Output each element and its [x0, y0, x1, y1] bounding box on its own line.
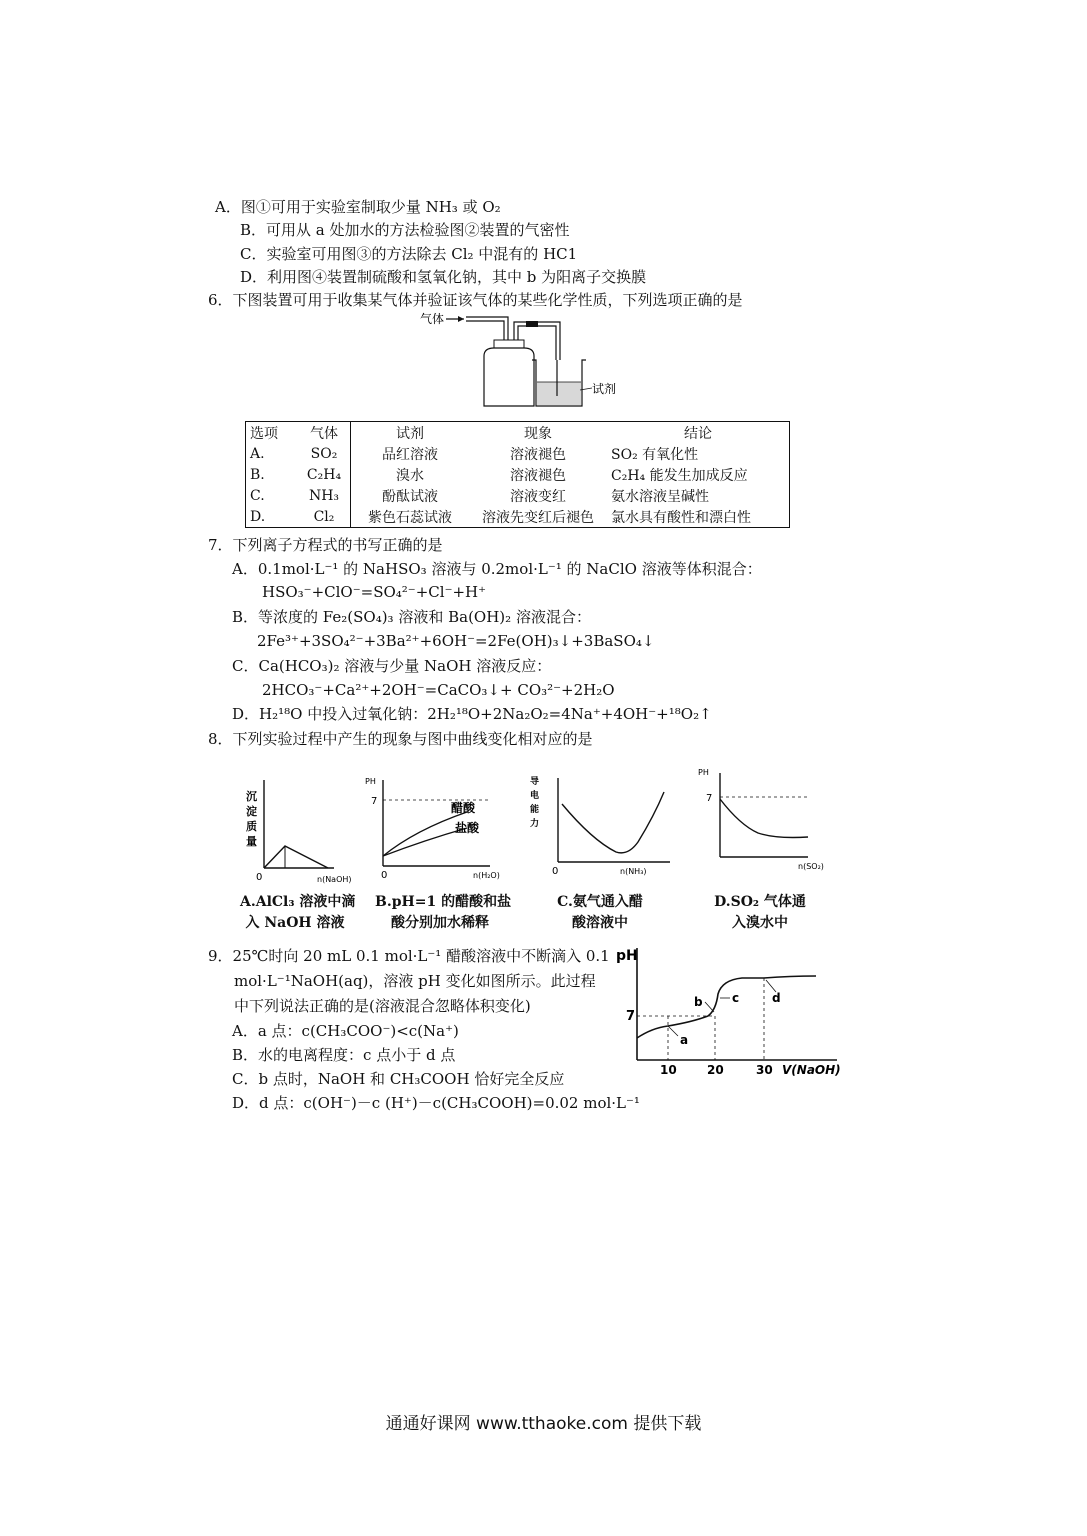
cell-option: D. [250, 508, 266, 525]
cell-reagent: 酚酞试液 [382, 488, 438, 505]
q9-option-a: A．a 点：c(CH₃COO⁻)<c(Na⁺) [232, 1022, 459, 1040]
graph-c-xlabel: n(NH₃) [620, 867, 647, 876]
graph-b-xlabel: n(H₂O) [473, 871, 500, 880]
cell-conclusion: 氯水具有酸性和漂白性 [611, 509, 751, 526]
q7-stem: 7．下列离子方程式的书写正确的是 [208, 536, 443, 554]
cell-option: B. [250, 466, 265, 483]
graph-d-ylabel: PH [698, 768, 709, 777]
table-row [246, 485, 790, 506]
label-gas: 气体 [420, 312, 445, 326]
graph-a-curve [264, 846, 328, 868]
table-row [246, 506, 790, 528]
graph-c-caption-1: C.氨气通入醋 [557, 894, 643, 910]
graph-b-tick-7: 7 [371, 796, 378, 807]
label-reagent: 试剂 [592, 382, 617, 396]
cell-phenomenon: 溶液褪色 [510, 467, 566, 484]
graph-c-curve [562, 792, 664, 853]
table-row [246, 443, 790, 464]
q8-stem: 8．下列实验过程中产生的现象与图中曲线变化相对应的是 [208, 730, 593, 748]
q9-point-d: d [772, 991, 781, 1005]
q9-stem-line3: 中下列说法正确的是(溶液混合忽略体积变化) [234, 997, 531, 1015]
graph-a-ylabel-3: 质 [246, 820, 257, 833]
graph-d-caption-1: D.SO₂ 气体通 [714, 894, 806, 910]
graph-c-origin: 0 [552, 866, 559, 877]
q9-option-d: D．d 点：c(OH⁻)－c (H⁺)－c(CH₃COOH)=0.02 mol·L⁻¹ [232, 1094, 640, 1112]
q7-option-b-line1: B．等浓度的 Fe₂(SO₄)₃ 溶液和 Ba(OH)₂ 溶液混合： [232, 608, 591, 626]
q9-stem-line1: 9．25℃时向 20 mL 0.1 mol·L⁻¹ 醋酸溶液中不断滴入 0.1 [208, 947, 610, 965]
q8-graph-d [696, 765, 836, 880]
cell-phenomenon: 溶液先变红后褪色 [482, 509, 594, 526]
q5-option-a: A．图①可用于实验室制取少量 NH₃ 或 O₂ [215, 198, 501, 216]
q7-option-b-line2: 2Fe³⁺+3SO₄²⁻+3Ba²⁺+6OH⁻=2Fe(OH)₃↓+3BaSO₄↓ [257, 632, 655, 650]
header-conclusion: 结论 [684, 425, 712, 442]
q9-ylabel: pH [616, 948, 638, 964]
page-footer: 通通好课网 www.tthaoke.com 提供下载 [385, 1414, 702, 1434]
q7-option-c-line1: C．Ca(HCO₃)₂ 溶液与少量 NaOH 溶液反应： [232, 657, 552, 675]
graph-b-caption-2: 酸分别加水稀释 [391, 915, 489, 931]
graph-a-ylabel-1: 沉 [246, 790, 257, 803]
q5-option-d: D．利用图④装置制硫酸和氢氧化钠，其中 b 为阳离子交换膜 [240, 268, 647, 286]
graph-a-origin: 0 [256, 872, 263, 883]
graph-c-caption-2: 酸溶液中 [572, 915, 628, 931]
cell-phenomenon: 溶液褪色 [510, 446, 566, 463]
graph-c-ylabel-3: 能 [530, 805, 540, 815]
q9-option-c: C．b 点时，NaOH 和 CH₃COOH 恰好完全反应 [232, 1070, 565, 1088]
q6-options-table [245, 421, 790, 528]
cell-reagent: 紫色石蕊试液 [368, 509, 452, 526]
header-phenomenon: 现象 [524, 425, 552, 442]
graph-b-series-acetic: 醋酸 [451, 801, 476, 815]
graph-a-xlabel: n(NaOH) [317, 875, 352, 884]
table-header-row [246, 422, 790, 444]
cell-gas: Cl₂ [298, 506, 351, 528]
q7-option-c-line2: 2HCO₃⁻+Ca²⁺+2OH⁻=CaCO₃↓+ CO₃²⁻+2H₂O [262, 681, 615, 699]
graph-b-series-hcl: 盐酸 [455, 821, 480, 835]
gas-apparatus-diagram [420, 310, 630, 415]
cell-phenomenon: 溶液变红 [510, 488, 566, 505]
q8-graph-c [530, 770, 680, 885]
q9-ph-curve [637, 976, 816, 1038]
q5-option-b: B．可用从 a 处加水的方法检验图②装置的气密性 [240, 221, 570, 239]
q9-tick-10: 10 [660, 1063, 677, 1077]
q9-tick-30: 30 [756, 1063, 773, 1077]
q7-option-d: D．H₂¹⁸O 中投入过氧化钠：2H₂¹⁸O+2Na₂O₂=4Na⁺+4OH⁻+¹⁸O₂↑ [232, 705, 712, 723]
graph-b-caption-1: B.pH=1 的醋酸和盐 [375, 894, 512, 910]
header-option: 选项 [250, 425, 278, 442]
q6-stem: 6．下图装置可用于收集某气体并验证该气体的某些化学性质，下列选项正确的是 [208, 291, 743, 309]
q5-option-c: C．实验室可用图③的方法除去 Cl₂ 中混有的 HC1 [240, 245, 578, 263]
header-reagent: 试剂 [396, 425, 424, 442]
q9-tick-20: 20 [707, 1063, 724, 1077]
graph-c-ylabel-4: 力 [530, 819, 540, 829]
graph-d-curve [720, 799, 808, 838]
cell-gas: C₂H₄ [298, 464, 351, 485]
graph-d-caption-2: 入溴水中 [732, 915, 788, 931]
graph-d-tick-7: 7 [706, 793, 713, 804]
cell-conclusion: 氨水溶液呈碱性 [611, 488, 709, 505]
cell-reagent: 品红溶液 [382, 446, 438, 463]
q9-option-b: B．水的电离程度：c 点小于 d 点 [232, 1046, 456, 1064]
q9-titration-chart [612, 940, 852, 1080]
table-row [246, 464, 790, 485]
q9-tick-7: 7 [626, 1009, 636, 1024]
graph-b-ylabel: PH [365, 777, 376, 786]
cell-gas: NH₃ [298, 485, 351, 506]
cell-gas: SO₂ [298, 443, 351, 464]
graph-a-ylabel-2: 淀 [246, 805, 257, 818]
cell-conclusion: C₂H₄ 能发生加成反应 [611, 467, 748, 484]
q9-xlabel: V(NaOH) [782, 1063, 841, 1077]
cell-reagent: 溴水 [396, 467, 424, 484]
graph-c-ylabel-2: 电 [530, 791, 540, 801]
graph-a-ylabel-4: 量 [246, 835, 257, 848]
graph-d-xlabel: n(SO₂) [798, 862, 824, 871]
header-gas: 气体 [298, 422, 351, 444]
q8-graph-a [242, 770, 352, 885]
q9-point-a: a [680, 1033, 689, 1047]
cell-option: C. [250, 487, 265, 504]
cell-conclusion: SO₂ 有氧化性 [611, 446, 699, 463]
q7-option-a-line2: HSO₃⁻+ClO⁻=SO₄²⁻+Cl⁻+H⁺ [262, 583, 487, 601]
graph-b-origin: 0 [381, 870, 388, 881]
q8-graph-b [365, 770, 505, 885]
q9-stem-line2: mol·L⁻¹NaOH(aq)，溶液 pH 变化如图所示。此过程 [234, 972, 596, 990]
cell-option: A. [250, 445, 265, 462]
q9-point-c: c [732, 991, 740, 1005]
q9-point-b: b [694, 995, 703, 1009]
graph-a-caption-2: 入 NaOH 溶液 [245, 915, 345, 931]
q7-option-a-line1: A．0.1mol·L⁻¹ 的 NaHSO₃ 溶液与 0.2mol·L⁻¹ 的 NaClO 溶液等体积混合： [232, 560, 762, 578]
graph-a-caption-1: A.AlCl₃ 溶液中滴 [240, 894, 356, 910]
graph-c-ylabel-1: 导 [530, 777, 540, 787]
